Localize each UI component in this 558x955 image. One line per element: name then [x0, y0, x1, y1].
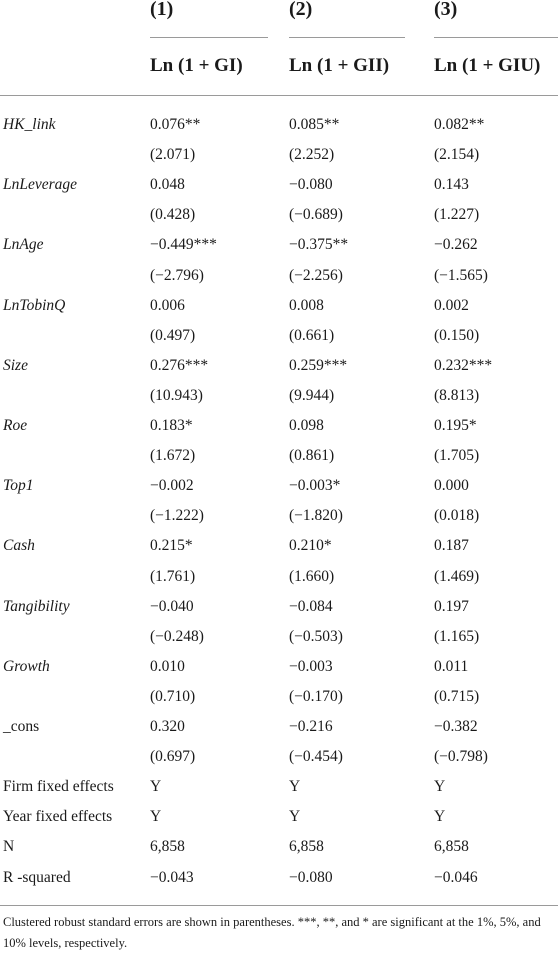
cell-col-1: −0.040: [150, 597, 194, 615]
cell-col-3: (0.150): [434, 326, 480, 344]
cell-col-3: 0.002: [434, 296, 469, 314]
table-row: [0, 802, 558, 832]
cell-col-1: −0.449***: [150, 236, 217, 254]
table-row: [0, 531, 558, 561]
table-row: [0, 170, 558, 200]
cell-col-1: 0.076**: [150, 116, 201, 133]
table-row: [0, 230, 558, 260]
cell-col-1: −0.043: [150, 868, 194, 886]
col-1-rule: [150, 37, 268, 38]
cell-col-3: Y: [434, 778, 446, 796]
cell-col-2: −0.003: [289, 657, 333, 675]
cell-col-2: (0.861): [289, 447, 335, 465]
cell-col-3: −0.382: [434, 718, 478, 735]
table-row: [0, 772, 558, 802]
table-row: [0, 471, 558, 501]
table-footnote: Clustered robust standard errors are shown in parentheses. ***, **, and * are significant at the 1%, 5%, and 10% levels, respectively.: [3, 915, 541, 950]
table-row: [0, 291, 558, 321]
table-row: [0, 261, 558, 291]
cell-col-2: Y: [289, 808, 301, 826]
cell-col-3: 0.232***: [434, 356, 493, 374]
row-label: N: [3, 838, 15, 856]
table-row: [0, 200, 558, 230]
cell-col-2: Y: [289, 778, 301, 796]
table-row: [0, 321, 558, 351]
cell-col-1: 0.276***: [150, 356, 209, 374]
row-label: Size: [3, 356, 28, 374]
cell-col-1: (−2.796): [150, 266, 204, 284]
cell-col-1: (0.497): [150, 326, 196, 344]
table-row: [0, 712, 558, 742]
cell-col-2: 0.008: [289, 296, 324, 314]
cell-col-1: 0.215*: [150, 537, 193, 555]
cell-col-1: (−0.248): [150, 627, 204, 645]
cell-col-3: (8.813): [434, 386, 480, 404]
cell-col-3: (1.705): [434, 447, 480, 465]
cell-col-3: 0.187: [434, 537, 469, 555]
col-number-1: (1): [150, 0, 174, 20]
table-row: [0, 682, 558, 712]
cell-col-2: (−2.256): [289, 266, 343, 284]
table-row: [0, 411, 558, 441]
table-row: [0, 562, 558, 592]
cell-col-1: −0.002: [150, 477, 194, 495]
cell-col-1: (−1.222): [150, 507, 204, 525]
cell-col-2: 0.259***: [289, 356, 348, 374]
cell-col-1: (2.071): [150, 146, 196, 164]
col-title-2: Ln (1 + GII): [289, 55, 390, 76]
cell-col-3: (1.469): [434, 567, 480, 585]
cell-col-3: (−1.565): [434, 266, 488, 284]
table-row: [0, 110, 558, 140]
col-title-3: Ln (1 + GIU): [434, 55, 541, 76]
row-label: R -squared: [3, 868, 71, 886]
cell-col-2: (−1.820): [289, 507, 343, 525]
table-row: [0, 501, 558, 531]
row-label: _cons: [3, 718, 40, 735]
row-label: LnTobinQ: [3, 296, 66, 314]
table-row: [0, 832, 558, 862]
cell-col-1: 0.183*: [150, 417, 193, 434]
row-label: Top1: [3, 477, 34, 495]
cell-col-2: 0.210*: [289, 537, 332, 555]
col-number-2: (2): [289, 0, 313, 20]
cell-col-3: (2.154): [434, 146, 480, 164]
cell-col-3: (−0.798): [434, 748, 488, 766]
cell-col-3: 0.197: [434, 597, 469, 615]
cell-col-1: 0.048: [150, 176, 185, 194]
cell-col-2: −0.080: [289, 868, 333, 886]
table-row: [0, 742, 558, 772]
cell-col-3: 0.000: [434, 477, 469, 495]
cell-col-1: (0.710): [150, 687, 196, 705]
row-label: HK_link: [3, 116, 56, 133]
row-label: Roe: [3, 417, 28, 434]
cell-col-2: −0.084: [289, 597, 333, 615]
table-row: [0, 381, 558, 411]
row-label: Growth: [3, 657, 50, 675]
cell-col-2: 6,858: [289, 838, 324, 856]
table-bottom-rule: [0, 905, 558, 906]
cell-col-2: (−0.170): [289, 687, 343, 705]
cell-col-3: 0.195*: [434, 417, 477, 434]
cell-col-2: −0.216: [289, 718, 333, 735]
cell-col-2: 0.085**: [289, 116, 340, 133]
cell-col-3: 6,858: [434, 838, 469, 856]
cell-col-3: 0.082**: [434, 116, 485, 133]
cell-col-2: (9.944): [289, 386, 335, 404]
table-row: [0, 592, 558, 622]
cell-col-2: (−0.503): [289, 627, 343, 645]
col-3-rule: [434, 37, 558, 38]
cell-col-2: 0.098: [289, 417, 324, 434]
row-label: Tangibility: [3, 597, 70, 615]
cell-col-1: (0.428): [150, 206, 196, 224]
row-label: LnLeverage: [3, 176, 78, 194]
cell-col-3: (0.018): [434, 507, 480, 525]
cell-col-3: Y: [434, 808, 446, 826]
row-label: LnAge: [3, 236, 44, 254]
cell-col-3: (0.715): [434, 687, 480, 705]
cell-col-2: (−0.454): [289, 748, 343, 766]
cell-col-2: −0.080: [289, 176, 333, 194]
cell-col-3: (1.165): [434, 627, 480, 645]
cell-col-3: −0.046: [434, 868, 478, 886]
cell-col-2: (2.252): [289, 146, 335, 164]
table-row: [0, 140, 558, 170]
col-2-rule: [289, 37, 405, 38]
table-row: [0, 351, 558, 381]
cell-col-1: 0.320: [150, 718, 185, 735]
row-label: Firm fixed effects: [3, 778, 114, 796]
row-label: Cash: [3, 537, 35, 555]
table-row: [0, 441, 558, 471]
cell-col-1: (0.697): [150, 748, 196, 766]
table-row: [0, 863, 558, 893]
cell-col-1: 0.010: [150, 657, 185, 675]
cell-col-3: −0.262: [434, 236, 478, 254]
cell-col-3: 0.143: [434, 176, 469, 194]
table-row: [0, 622, 558, 652]
cell-col-1: 6,858: [150, 838, 185, 856]
cell-col-2: (1.660): [289, 567, 335, 585]
cell-col-1: (1.672): [150, 447, 196, 465]
cell-col-2: −0.003*: [289, 477, 341, 495]
cell-col-2: (0.661): [289, 326, 335, 344]
cell-col-2: −0.375**: [289, 236, 349, 254]
cell-col-1: 0.006: [150, 296, 185, 314]
col-number-3: (3): [434, 0, 458, 20]
col-title-1: Ln (1 + GI): [150, 55, 243, 76]
cell-col-1: Y: [150, 808, 162, 826]
cell-col-1: (10.943): [150, 386, 203, 404]
row-label: Year fixed effects: [3, 808, 113, 826]
table-row: [0, 652, 558, 682]
cell-col-3: (1.227): [434, 206, 480, 224]
cell-col-3: 0.011: [434, 657, 469, 675]
cell-col-1: (1.761): [150, 567, 196, 585]
cell-col-1: Y: [150, 778, 162, 796]
header-rule: [0, 95, 558, 96]
cell-col-2: (−0.689): [289, 206, 343, 224]
